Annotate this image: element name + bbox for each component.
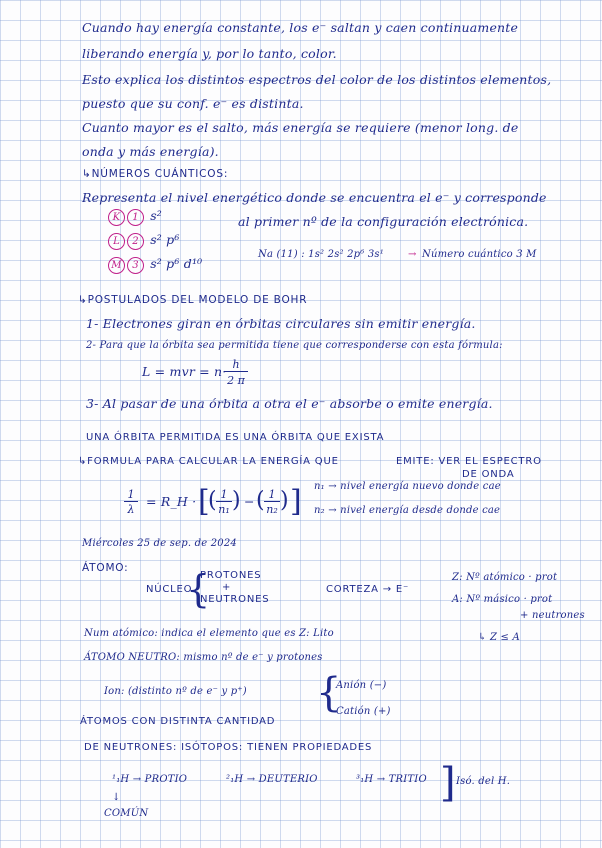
shell-config: s² p⁶ [150,232,180,247]
shell-config: s² p⁶ d¹⁰ [150,256,203,271]
isotope-note: Isó. del H. [456,776,511,787]
formula-lhs-num: 1 [124,488,138,502]
anion-label: Anión (−) [336,680,387,691]
isotope-brace: ] [440,760,456,806]
shell-letter: M [108,257,125,274]
formula-heading: ↳FORMULA PARA CALCULAR LA ENERGÍA QUE [78,456,339,467]
shell-config: s² [150,208,163,223]
intro-line-2: liberando energía y, por lo tanto, color. [82,46,337,61]
cation-label: Catión (+) [336,706,391,717]
formula-paren-open-2: ( [256,488,265,513]
intro-line-4: puesto que su conf. e⁻ es distinta. [82,96,304,111]
nucleus-brace: { [186,567,211,611]
crust-label: CORTEZA → E⁻ [326,584,410,595]
intro-line-6: onda y más energía). [82,144,219,159]
formula-n1-num: 1 [216,488,232,502]
shell-number: 3 [127,257,144,274]
bohr-postulate-2: 2- Para que la órbita sea permitida tiene que corresponderse con esta fórmula: [86,340,503,351]
example-note: Número cuántico 3 M [422,249,537,260]
shell-letter: K [108,209,125,226]
formula-n1-desc: n₁ → nivel energía nuevo donde cae [314,481,501,492]
quantum-row-m [108,256,202,274]
a-definition-2: + neutrones [520,610,585,621]
formula-n2-den: n₂ [266,503,278,516]
bohr-formula-left: L = mvr = n· [142,364,227,379]
deuterium: ²₁H → DEUTERIO [226,774,318,785]
quantum-row-l [108,232,180,250]
protium: ¹₁H → PROTIO [112,774,188,785]
date-line: Miércoles 25 de sep. de 2024 [82,538,237,549]
formula-rh: = R_H · [146,494,197,509]
bohr-postulate-3: 3- Al pasar de una órbita a otra el e⁻ absorbe o emite energía. [86,396,493,411]
formula-bracket-open: [ [198,484,210,519]
formula-n2-desc: n₂ → nivel energía desde donde cae [314,505,501,516]
formula-n1-den: n₁ [218,503,230,516]
example-arrow: → [408,249,417,260]
bohr-note: UNA ÓRBITA PERMITIDA ES UNA ÓRBITA QUE EXISTA [86,432,385,443]
formula-paren-open-1: ( [208,488,217,513]
z-definition: Z: Nº atómico · prot [452,572,558,583]
bohr-formula-den: 2 π [227,374,245,387]
shell-number: 2 [127,233,144,250]
formula-lhs-den: λ [127,503,135,516]
formula-paren-close-1: ) [232,488,241,513]
nucleus-label: NÚCLEO [146,584,193,595]
atomic-number-note: Num atómico: indica el elemento que es Z: Lito [84,628,334,639]
neutrons-label: NEUTRONES [200,594,270,605]
bohr-heading: ↳POSTULADOS DEL MODELO DE BOHR [78,294,308,306]
quantum-row-k [108,208,162,226]
intro-line-3: Esto explica los distintos espectros del color de los distintos elementos, [82,72,552,87]
formula-bracket-close: ] [290,484,302,519]
shell-number: 1 [127,209,144,226]
formula-minus: − [244,494,255,509]
atom-heading: ÁTOMO: [82,562,129,574]
isotopes-line-1: ÁTOMOS CON DISTINTA CANTIDAD [80,716,276,727]
common-label: COMÚN [104,808,149,819]
a-definition: A: Nº másico · prot [452,594,553,605]
ion-note: Ion: (distinto nº de e⁻ y p⁺) [104,686,247,697]
common-pointer-icon: ↓ [112,792,121,803]
shell-letter: L [108,233,125,250]
bohr-postulate-1: 1- Electrones giran en órbitas circulares sin emitir energía. [86,316,476,331]
quantum-heading: ↳NÚMEROS CUÁNTICOS: [82,168,229,180]
intro-line-5: Cuanto mayor es el salto, más energía se requiere (menor long. de [82,120,519,135]
z-le-a: ↳ Z ≤ A [478,632,520,643]
quantum-desc-1: Representa el nivel energético donde se encuentra el e⁻ y corresponde [82,190,547,205]
neutral-atom-note: ÁTOMO NEUTRO: mismo nº de e⁻ y protones [84,652,323,663]
isotopes-line-2: DE NEUTRONES: ISÓTOPOS: TIENEN PROPIEDADES [84,742,373,753]
quantum-desc-2: al primer nº de la configuración electrónica. [238,214,529,229]
bohr-formula-num: h [224,358,248,372]
plus-sign: + [222,582,232,593]
example-config: Na (11) : 1s² 2s² 2p⁶ 3s¹ [258,249,384,260]
formula-heading-tail: EMITE: VER EL ESPECTRO [396,456,542,467]
protons-label: PROTONES [200,570,262,581]
formula-n2-num: 1 [264,488,280,502]
ion-brace: { [316,670,342,716]
formula-paren-close-2: ) [280,488,289,513]
intro-line-1: Cuando hay energía constante, los e⁻ saltan y caen continuamente [82,20,519,35]
formula-heading-tail-2: DE ONDA [462,469,515,480]
tritium: ³₁H → TRITIO [356,774,427,785]
